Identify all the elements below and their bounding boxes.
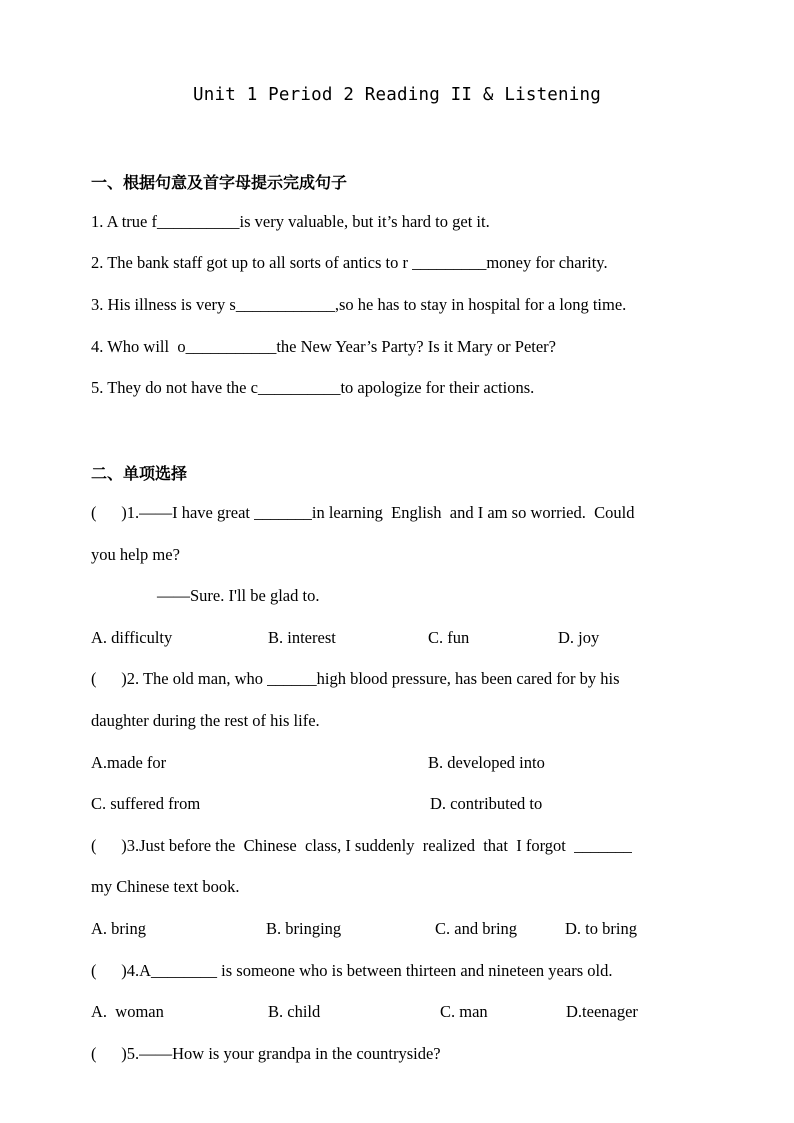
question-1-line-3: ——Sure. I'll be glad to.	[157, 586, 320, 605]
question-3-option-c: C. and bring	[435, 919, 518, 938]
section-1-heading: 一、根据句意及首字母提示完成句子	[91, 173, 348, 192]
question-1-line-1: ( )1.——I have great _______in learning English and I am so worried. Could	[91, 503, 635, 522]
sentence-4: 4. Who will o___________the New Year’s Party? Is it Mary or Peter?	[91, 337, 556, 356]
question-4-option-b: B. child	[268, 1002, 321, 1021]
sentence-3: 3. His illness is very s____________,so he has to stay in hospital for a long time.	[91, 295, 627, 314]
sentence-5: 5. They do not have the c__________to apologize for their actions.	[91, 378, 535, 397]
question-3-option-b: B. bringing	[266, 919, 342, 938]
question-1-option-a: A. difficulty	[91, 628, 173, 647]
worksheet-title: Unit 1 Period 2 Reading II & Listening	[193, 85, 601, 105]
question-1-option-b: B. interest	[268, 628, 336, 647]
sentence-1: 1. A true f__________is very valuable, but it’s hard to get it.	[91, 212, 490, 231]
question-3-line-2: my Chinese text book.	[91, 877, 240, 896]
question-2-option-c: C. suffered from	[91, 794, 201, 813]
question-4-option-d: D.teenager	[566, 1002, 638, 1021]
question-4-option-c: C. man	[440, 1002, 488, 1021]
question-4-line-1: ( )4.A________ is someone who is between thirteen and nineteen years old.	[91, 961, 613, 980]
question-3-option-d: D. to bring	[565, 919, 637, 938]
question-2-option-a: A.made for	[91, 753, 167, 772]
question-2-option-d: D. contributed to	[430, 794, 543, 813]
question-1-option-c: C. fun	[428, 628, 470, 647]
section-2-heading: 二、单项选择	[91, 464, 188, 483]
question-2-line-2: daughter during the rest of his life.	[91, 711, 320, 730]
question-2-line-1: ( )2. The old man, who ______high blood pressure, has been cared for by his	[91, 669, 620, 688]
question-4-option-a: A. woman	[91, 1002, 164, 1021]
question-3-line-1: ( )3.Just before the Chinese class, I suddenly realized that I forgot _______	[91, 836, 632, 855]
question-5-line-1: ( )5.——How is your grandpa in the countryside?	[91, 1044, 441, 1063]
question-2-option-b: B. developed into	[428, 753, 545, 772]
question-1-line-2: you help me?	[91, 545, 180, 564]
sentence-2: 2. The bank staff got up to all sorts of antics to r _________money for charity.	[91, 253, 608, 272]
question-3-option-a: A. bring	[91, 919, 146, 938]
question-1-option-d: D. joy	[558, 628, 600, 647]
